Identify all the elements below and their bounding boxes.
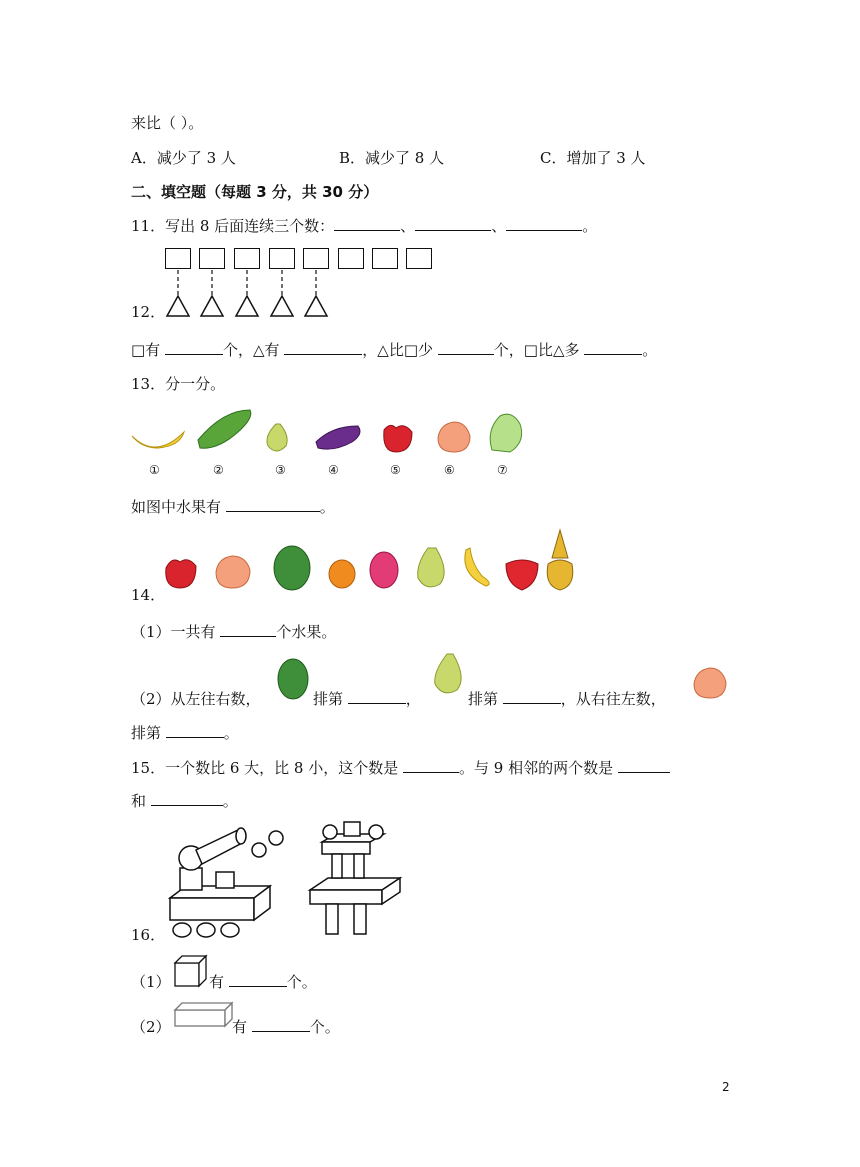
q12-answer-line — [131, 339, 657, 360]
cylinder-shape — [332, 854, 342, 878]
square-shape — [269, 248, 295, 269]
q12-part-5: 。 — [642, 341, 658, 359]
q16-sub2-suffix: 有 — [232, 1018, 248, 1036]
triangle-shape — [305, 296, 327, 316]
watermelon-icon — [274, 546, 310, 590]
cylinder-shape — [326, 904, 338, 934]
apple-icon — [384, 425, 412, 452]
triangle-shape — [236, 296, 258, 316]
q14-rank1-label: 排第 — [313, 690, 344, 708]
q14-sub2 — [131, 688, 261, 709]
q15-line2 — [131, 790, 238, 811]
q14-blank-2[interactable] — [348, 689, 406, 704]
q16-sub2-rest — [232, 1016, 340, 1037]
q13-blank[interactable] — [226, 497, 320, 512]
bok-choy-icon — [490, 414, 521, 452]
q14-sub1-prefix: （1）一共有 — [131, 623, 216, 641]
q14-sub2-line2 — [131, 722, 239, 743]
square-shape — [372, 248, 398, 269]
q14-sub2-end: 。 — [223, 724, 239, 742]
section-title: 二、填空题（每题 3 分，共 30 分） — [131, 183, 379, 201]
q14-rank2-label: 排第 — [468, 690, 499, 708]
peach-icon — [216, 556, 250, 588]
q11-sep-1: 、 — [400, 217, 416, 235]
q16-sub1-prefix: （1） — [131, 973, 171, 991]
q13-label-1: ① — [149, 463, 160, 477]
q16-blank-2[interactable] — [252, 1017, 310, 1032]
q13-answer-end: 。 — [319, 498, 335, 516]
cube-icon — [172, 954, 208, 988]
pear-icon — [418, 548, 444, 587]
pear-icon — [429, 648, 469, 698]
apple-icon — [166, 560, 196, 588]
q10-option-b: B．减少了 8 人 — [339, 149, 445, 167]
q16-sub1-rest — [209, 971, 317, 992]
q14-sub1 — [131, 621, 336, 642]
pear-icon — [267, 424, 287, 451]
cylinder-shape — [354, 904, 366, 934]
q12-blank-3[interactable] — [438, 340, 494, 355]
q15-and: 和 — [131, 792, 147, 810]
q15-blank-2[interactable] — [618, 758, 670, 773]
q10-tail: 来比（ ）。 — [131, 114, 204, 132]
q12-part-4: 个，□比△多 — [493, 341, 580, 359]
q11-text: 11．写出 8 后面连续三个数： — [131, 217, 335, 235]
q10-option-c: C．增加了 3 人 — [540, 149, 646, 167]
q13-label-6: ⑥ — [444, 463, 455, 477]
q12-number: 12． — [131, 303, 166, 321]
q14-sub2-mid: ，从右往左数， — [560, 690, 666, 708]
pineapple-icon — [547, 530, 573, 590]
q11-sep-2: 、 — [491, 217, 507, 235]
triangle-shape — [271, 296, 293, 316]
cuboid-shape — [310, 890, 382, 904]
strawberry-icon — [506, 560, 538, 590]
q12-part-3: ，△比□少 — [362, 341, 434, 359]
q11-blank-2[interactable] — [415, 216, 491, 231]
q13-label-2: ② — [213, 463, 224, 477]
q14-blank-1[interactable] — [220, 622, 276, 637]
cube-shape — [180, 868, 202, 890]
eggplant-icon — [316, 426, 360, 449]
q13-answer-prefix: 如图中水果有 — [131, 498, 222, 516]
q11-line — [131, 215, 597, 236]
q14-rank2 — [468, 688, 666, 709]
orange-icon — [329, 560, 355, 588]
dragon-fruit-icon — [370, 552, 398, 588]
q14-number: 14． — [131, 586, 166, 604]
q15-mid: 。与 9 相邻的两个数是 — [459, 759, 614, 777]
page-number: 2 — [722, 1080, 730, 1094]
q14-fruit-row — [160, 528, 600, 594]
square-shape — [199, 248, 225, 269]
q15-blank-1[interactable] — [403, 758, 459, 773]
q13-label-5: ⑤ — [390, 463, 401, 477]
triangle-shape — [201, 296, 223, 316]
q14-blank-3[interactable] — [503, 689, 561, 704]
cuboid-icon — [172, 1000, 234, 1030]
q13-label-3: ③ — [275, 463, 286, 477]
q14-sub1-suffix: 个水果。 — [276, 623, 337, 641]
q12-blank-1[interactable] — [165, 340, 223, 355]
q12-blank-4[interactable] — [584, 340, 642, 355]
q14-sub2-prefix: （2）从左往右数， — [131, 690, 261, 708]
q11-blank-1[interactable] — [334, 216, 400, 231]
triangle-shape — [167, 296, 189, 316]
q11-end: 。 — [582, 217, 598, 235]
cylinder-shape — [354, 854, 364, 878]
banana-icon — [132, 432, 184, 448]
q13-title: 13．分一分。 — [131, 375, 226, 393]
q15-text: 15．一个数比 6 大，比 8 小，这个数是 — [131, 759, 399, 777]
cucumber-icon — [198, 410, 251, 448]
q13-answer-line — [131, 496, 335, 517]
banana-icon — [465, 548, 489, 586]
square-shape — [165, 248, 191, 269]
q14-rank3-label: 排第 — [131, 724, 162, 742]
q16-number: 16． — [131, 926, 166, 944]
q12-connectors-and-triangles — [160, 268, 360, 328]
q16-sub1-end: 个。 — [286, 973, 317, 991]
q13-label-4: ④ — [328, 463, 339, 477]
q16-sub1-suffix: 有 — [209, 973, 225, 991]
q15-line1 — [131, 757, 670, 778]
square-shape — [406, 248, 432, 269]
q14-blank-4[interactable] — [166, 723, 224, 738]
q15-end: 。 — [222, 792, 238, 810]
q12-part-1: □有 — [131, 341, 161, 359]
q16-sub2-end: 个。 — [309, 1018, 340, 1036]
square-shape — [303, 248, 329, 269]
q16-sub2-prefix: （2） — [131, 1018, 171, 1036]
q15-blank-3[interactable] — [151, 791, 223, 806]
q13-label-7: ⑦ — [497, 463, 508, 477]
q12-blank-2[interactable] — [284, 340, 362, 355]
q12-part-2: 个，△有 — [222, 341, 280, 359]
q16-block-figure — [160, 820, 420, 940]
q10-option-a: A．减少了 3 人 — [131, 149, 236, 167]
q13-items — [128, 402, 548, 462]
square-shape — [338, 248, 364, 269]
peach-icon — [690, 664, 730, 700]
q14-comma: ， — [405, 690, 421, 708]
q16-blank-1[interactable] — [229, 972, 287, 987]
watermelon-icon — [276, 657, 310, 701]
square-shape — [234, 248, 260, 269]
q14-rank1 — [313, 688, 421, 709]
cube-shape — [216, 872, 234, 888]
peach-icon — [438, 422, 470, 452]
q11-blank-3[interactable] — [506, 216, 582, 231]
cube-shape — [344, 822, 360, 836]
